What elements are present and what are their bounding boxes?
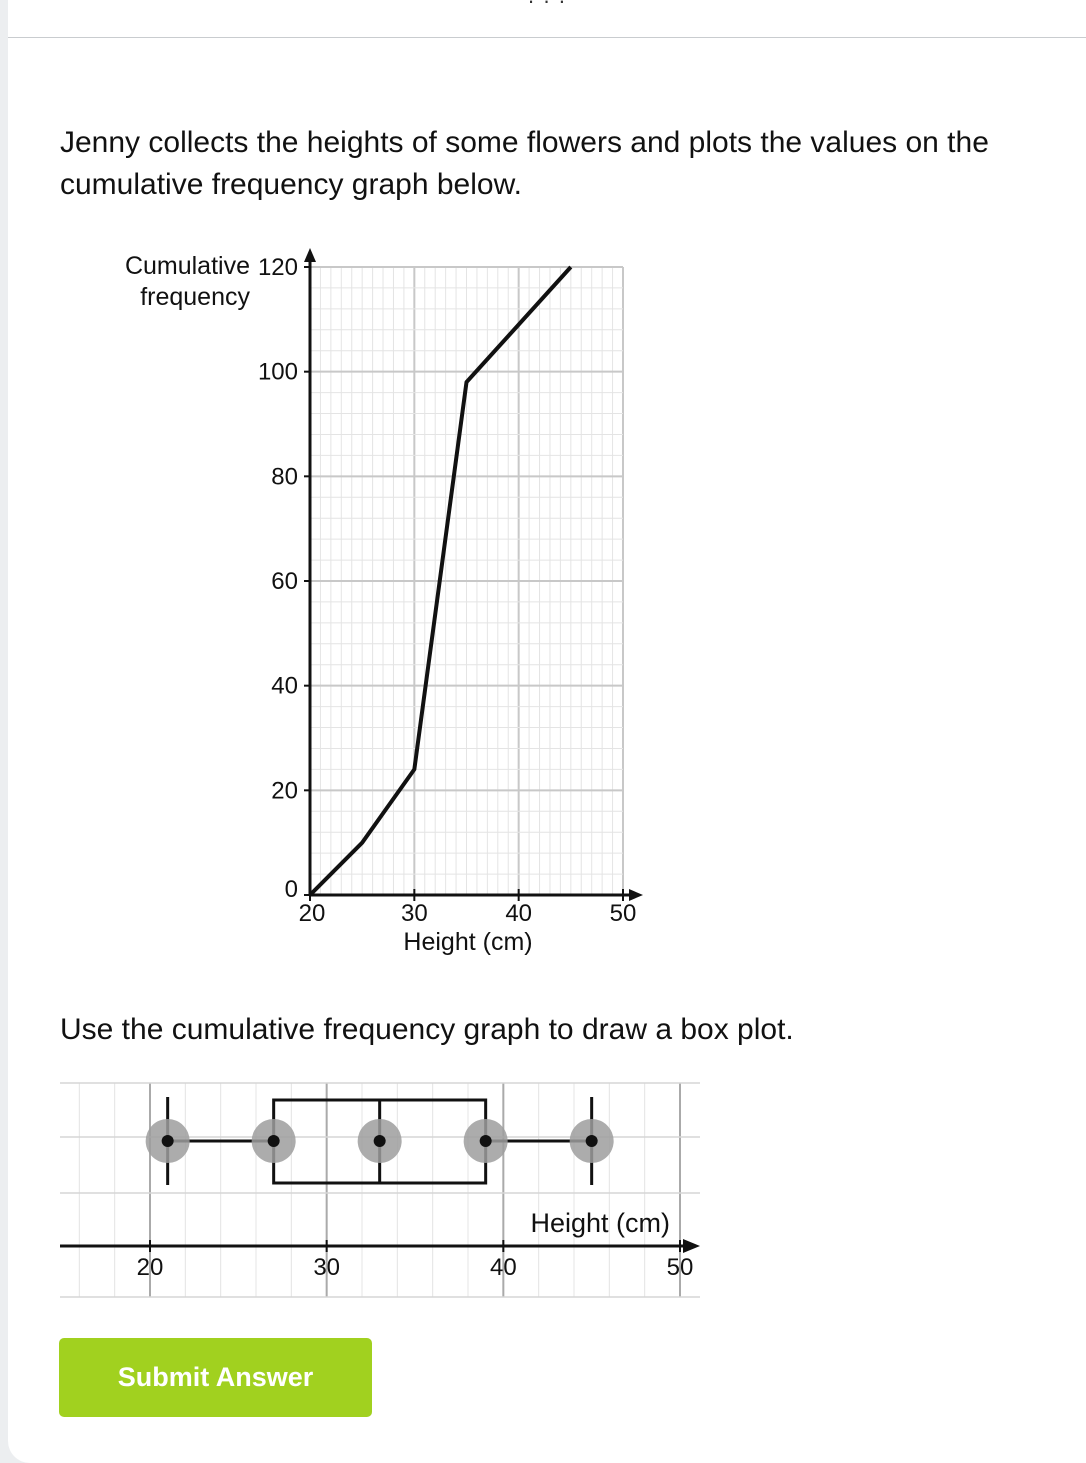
median-handle[interactable] [358, 1119, 402, 1163]
handle-dot [268, 1135, 280, 1147]
box-plot-tick-label: 40 [489, 1254, 517, 1281]
y-tick-label: 0 [284, 876, 298, 903]
y-axis-arrow [304, 248, 316, 262]
handle-dot [162, 1135, 174, 1147]
submit-answer-button[interactable]: Submit Answer [59, 1338, 372, 1417]
handle-dot [374, 1135, 386, 1147]
lower-quartile-handle[interactable] [252, 1119, 296, 1163]
y-axis-label-line2: frequency [140, 283, 250, 311]
box-plot-x-axis-label: Height (cm) [530, 1208, 670, 1238]
x-axis-label: Height (cm) [403, 928, 533, 956]
box-plot-tick-label: 20 [136, 1254, 164, 1281]
x-tick-label: 20 [298, 900, 326, 927]
question-text: Jenny collects the heights of some flowers and plots the values on the cumulative frequency graph below. [60, 126, 989, 201]
y-tick-label: 60 [271, 568, 298, 595]
y-tick-label: 40 [271, 672, 298, 700]
cumulative-frequency-chart [100, 240, 680, 970]
y-axis-label-line1: Cumulative [124, 252, 250, 280]
box-plot-tick-label: 30 [313, 1254, 341, 1281]
chart-grid [310, 267, 623, 895]
instruction-text: Use the cumulative frequency graph to draw a box plot. [60, 1013, 794, 1046]
chart-ticks [258, 254, 636, 927]
maximum-handle[interactable] [570, 1119, 614, 1163]
box-plot-tick-label: 50 [666, 1254, 694, 1281]
box-plot-editor[interactable] [55, 1075, 715, 1310]
x-tick-label: 30 [400, 900, 428, 927]
minimum-handle[interactable] [146, 1119, 190, 1163]
y-tick-label: 120 [257, 254, 298, 281]
x-tick-label: 50 [609, 900, 637, 927]
handle-dot [586, 1135, 598, 1147]
box-plot-x-axis-arrow [683, 1239, 700, 1253]
x-tick-label: 40 [505, 900, 533, 927]
handle-dot [480, 1135, 492, 1147]
y-tick-label: 20 [271, 777, 298, 805]
cut-off-header-text [8, 0, 1086, 8]
box-plot-axis [60, 1239, 700, 1281]
y-tick-label: 100 [257, 358, 298, 386]
upper-quartile-handle[interactable] [464, 1119, 508, 1163]
header-divider [8, 37, 1086, 38]
y-tick-label: 80 [271, 463, 298, 491]
